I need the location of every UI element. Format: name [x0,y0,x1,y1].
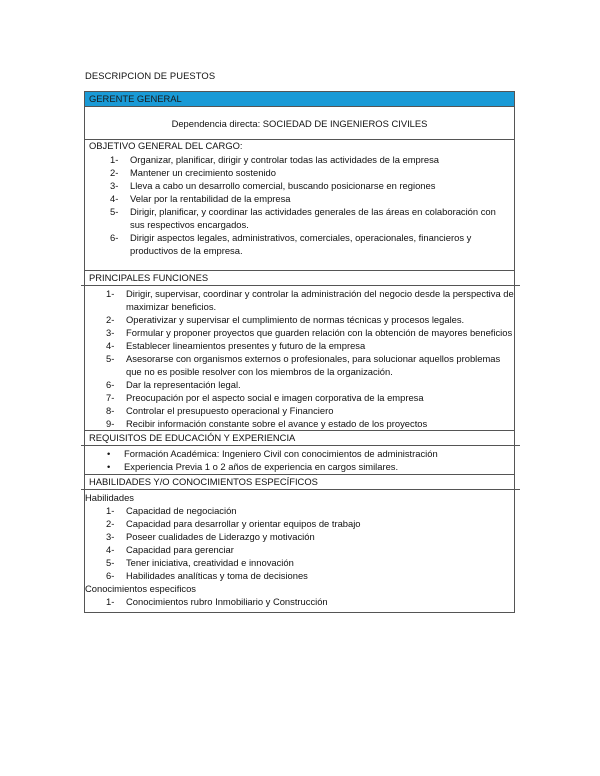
list-item: 2- Mantener un crecimiento sostenido [110,167,276,178]
list-item: • Experiencia Previa 1 o 2 años de experiencia en cargos similares. [85,460,514,473]
document-title: DESCRIPCION DE PUESTOS [85,70,216,81]
requirements-heading: REQUISITOS DE EDUCACIÓN Y EXPERIENCIA [89,432,296,443]
list-item: 2- Capacidad para desarrollar y orientar equipos de trabajo [106,518,361,529]
habilidades-list [85,504,514,582]
list-item: 6- Dar la representación legal. [106,379,241,390]
list-item: 2- Operativizar y supervisar el cumplimiento de normas técnicas y procesos legales. [106,314,465,325]
list-item: 5- Asesorarse con organismos externos o profesionales, para solucionar aquellos problemas que no es posible resolver con los miembros de la organización. [106,353,501,377]
objective-heading: OBJETIVO GENERAL DEL CARGO: [89,140,243,151]
list-item: 3- Poseer cualidades de Liderazgo y motivación [106,531,315,542]
skills-section [85,474,514,612]
position-title: GERENTE GENERAL [85,92,514,106]
objective-section [85,139,514,270]
list-item: 8- Controlar el presupuesto operacional y Financiero [106,405,334,416]
list-item: 4- Velar por la rentabilidad de la empresa [110,193,291,204]
habilidades-label: Habilidades [85,492,134,503]
list-item: 3- Lleva a cabo un desarrollo comercial, buscando posicionarse en regiones [110,180,436,191]
skills-heading: HABILIDADES Y/O CONOCIMIENTOS ESPECÍFICOS [89,476,318,487]
requirements-section [85,430,514,474]
list-item: 1- Capacidad de negociación [106,505,237,516]
list-item: 4- Capacidad para gerenciar [106,544,234,555]
conocimientos-label: Conocimientos especificos [85,583,196,594]
functions-section [85,270,514,430]
list-item: 5- Dirigir, planificar, y coordinar las actividades generales de las áreas en colaboración con sus respectivos encargados. [110,206,496,230]
dependency-section [85,106,514,139]
functions-heading: PRINCIPALES FUNCIONES [89,272,209,283]
list-item: 3- Formular y proponer proyectos que guarden relación con la obtención de mayores beneficios [106,327,513,338]
list-item: 1- Organizar, planificar, dirigir y controlar todas las actividades de la empresa [110,154,440,165]
conocimientos-list [85,595,514,608]
list-item: 1- Dirigir, supervisar, coordinar y controlar la administración del negocio desde la perspectiva de maximizar beneficios. [106,288,514,312]
position-section [85,92,514,106]
list-item: 6- Dirigir aspectos legales, administrativos, comerciales, operacionales, financieros y productivos de la empresa. [110,232,472,256]
dependency-text: Dependencia directa: SOCIEDAD DE INGENIEROS CIVILES [171,118,428,129]
list-item: • Formación Académica: Ingeniero Civil con conocimientos de administración [85,447,514,460]
list-item: 9- Recibir información constante sobre el avance y estado de los proyectos [106,418,428,429]
list-item: 1- Conocimientos rubro Inmobiliario y Construcción [106,596,328,607]
list-item: 4- Establecer lineamientos presentes y futuro de la empresa [106,340,366,351]
objective-list [89,153,508,257]
job-description-table [84,91,515,613]
list-item: 5- Tener iniciativa, creatividad e innovación [106,557,294,568]
functions-list [85,287,514,430]
list-item: 7- Preocupación por el aspecto social e imagen corporativa de la empresa [106,392,424,403]
list-item: 6- Habilidades analíticas y toma de decisiones [106,570,308,581]
requirements-list [85,447,514,473]
